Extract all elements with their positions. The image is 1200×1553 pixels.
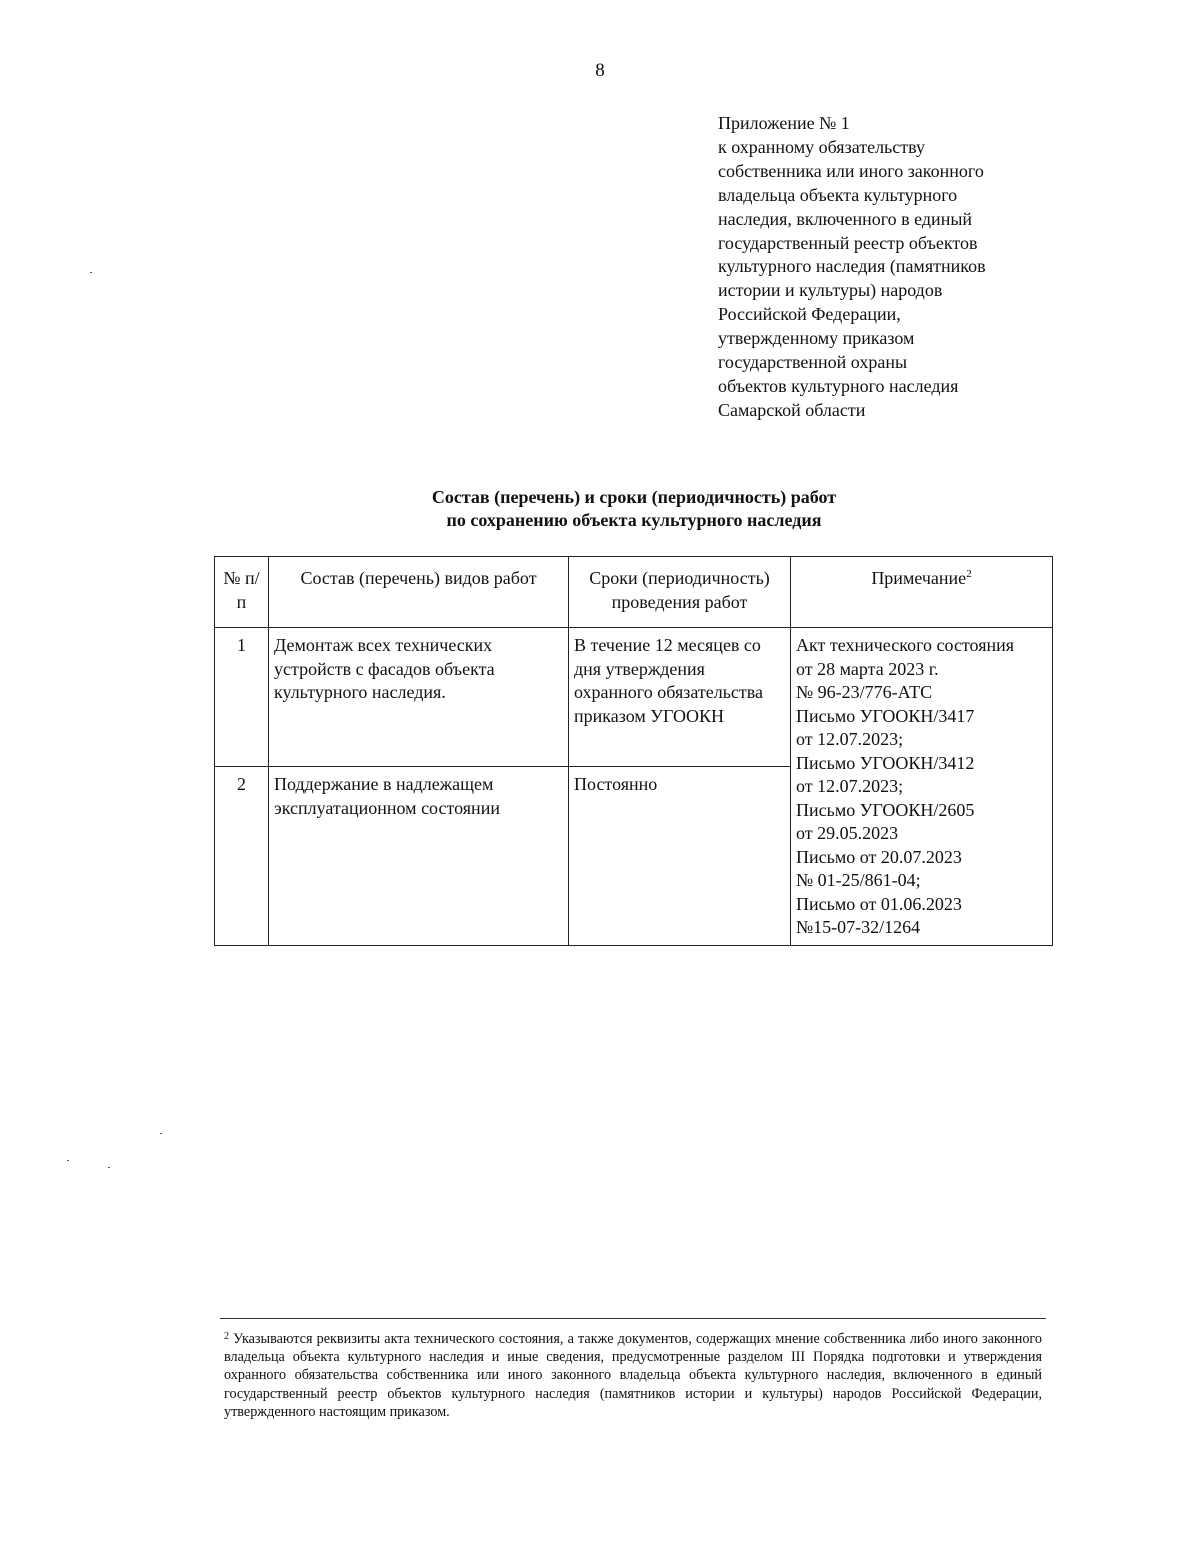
header-note-footnote-ref: 2 (966, 568, 972, 580)
row-works: Поддержание в надлежащем эксплуатационном состоянии (269, 767, 569, 946)
note-line: Письмо от 20.07.2023 (796, 846, 962, 867)
note-line: от 28 марта 2023 г. (796, 658, 939, 679)
appendix-line: собственника или иного законного (718, 160, 984, 181)
footnote-text: Указываются реквизиты акта технического состояния, а также документов, содержащих мнение собственника либо иного законного владельца объекта культурного наследия и иные сведения, предусмотренные разделом III Порядка подготовки и утверждения охранного обязательства собственника или иного законного владельца объекта культурного наследия, включенного в единый государственный реестр объектов культурного наследия (памятников истории и культуры) народов Российской Федерации, утвержденного настоящим приказом. (224, 1331, 1042, 1420)
scan-speck (160, 1133, 162, 1134)
appendix-line: утвержденному приказом (718, 328, 915, 349)
note-line: Письмо от 01.06.2023 (796, 893, 962, 914)
appendix-line: государственный реестр объектов (718, 232, 978, 253)
note-line: № 96-23/776-АТС (796, 682, 933, 702)
appendix-line: Самарской области (718, 399, 866, 420)
note-line: № 01-25/861-04; (796, 870, 921, 890)
header-note-label: Примечание (871, 568, 967, 588)
page-number: 8 (595, 60, 605, 81)
appendix-line: владельца объекта культурного (718, 184, 958, 205)
scan-speck (108, 1167, 110, 1168)
note-line: от 12.07.2023; (796, 729, 904, 749)
header-num: № п/п (215, 557, 269, 628)
appendix-line: государственной охраны (718, 352, 908, 373)
note-line: Письмо УГООКН/3417 (796, 705, 975, 726)
row-works: Демонтаж всех технических устройств с фасадов объекта культурного наследия. (269, 628, 569, 767)
scan-speck (67, 1160, 69, 1161)
note-line: Письмо УГООКН/2605 (796, 799, 975, 820)
appendix-header (718, 112, 1048, 423)
header-terms: Сроки (периодичность) проведения работ (569, 557, 791, 628)
footnote-separator (220, 1318, 1046, 1319)
note-line: №15-07-32/1264 (796, 917, 921, 937)
table-title-line-2: по сохранению объекта культурного наследия (446, 510, 822, 530)
appendix-line: культурного наследия (памятников (718, 256, 986, 277)
works-table (214, 556, 1053, 946)
row-terms: Постоянно (569, 767, 791, 946)
row-note (791, 628, 1053, 946)
note-line: Письмо УГООКН/3412 (796, 752, 975, 773)
table-title-line-1: Состав (перечень) и сроки (периодичность) работ (431, 487, 837, 507)
table-header-row (215, 557, 1053, 628)
table-row (215, 628, 1053, 767)
note-line: от 29.05.2023 (796, 823, 899, 843)
row-num: 1 (215, 628, 269, 767)
appendix-line: истории и культуры) народов (718, 280, 943, 301)
appendix-line: Российской Федерации, (718, 304, 901, 325)
scan-speck (90, 272, 92, 273)
appendix-line: наследия, включенного в единый (718, 208, 973, 229)
footnote (224, 1330, 1042, 1421)
row-terms: В течение 12 месяцев со дня утверждения охранного обязательства приказом УГООКН (569, 628, 791, 767)
appendix-line: объектов культурного наследия (718, 375, 959, 396)
note-line: от 12.07.2023; (796, 776, 904, 796)
appendix-line: Приложение № 1 (718, 113, 850, 133)
row-num: 2 (215, 767, 269, 946)
table-title (214, 486, 1054, 532)
footnote-marker: 2 (224, 1331, 229, 1342)
header-works: Состав (перечень) видов работ (269, 557, 569, 628)
note-line: Акт технического состояния (796, 635, 1015, 655)
appendix-line: к охранному обязательству (718, 136, 926, 157)
header-note (791, 557, 1053, 628)
